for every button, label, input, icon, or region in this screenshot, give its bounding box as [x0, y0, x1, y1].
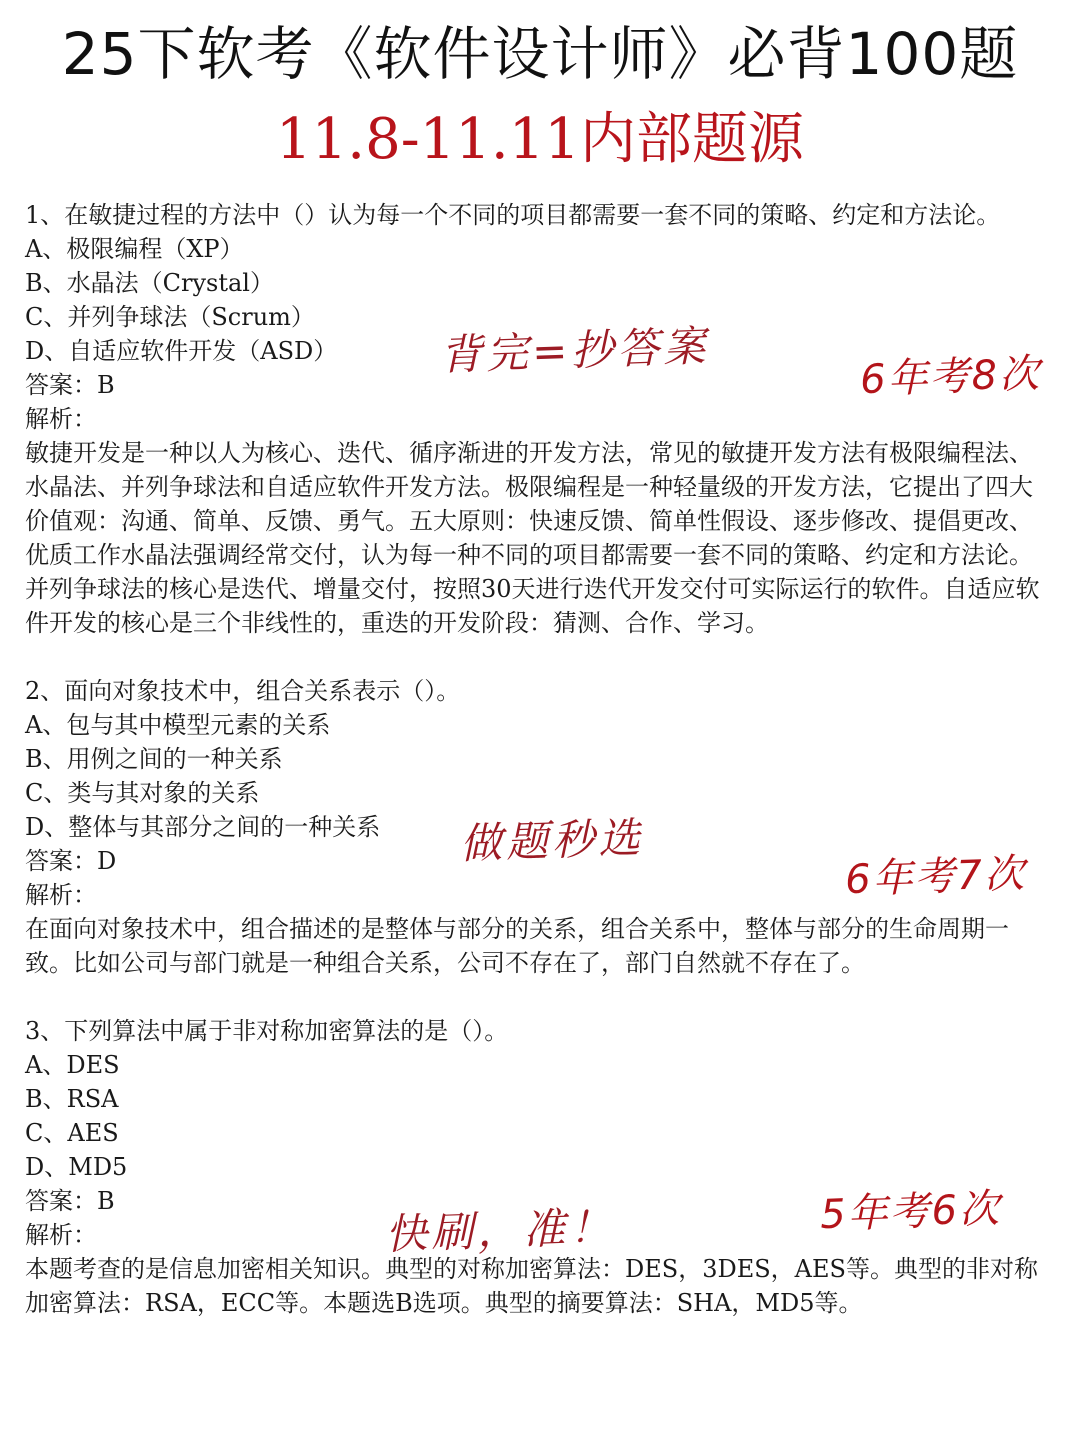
- question-stem: 2、面向对象技术中，组合关系表示（）。: [25, 677, 461, 705]
- option-c: C、AES: [25, 1119, 119, 1147]
- answer: 答案：B: [25, 1187, 115, 1215]
- option-b: B、用例之间的一种关系: [25, 745, 283, 773]
- page-title: 25下软考《软件设计师》必背100题: [61, 20, 1019, 88]
- answer: 答案：B: [25, 371, 115, 399]
- handwritten-note: 5年考6次: [819, 1185, 1002, 1239]
- question-3: [25, 1014, 1045, 1320]
- analysis-text: 敏捷开发是一种以人为核心、迭代、循序渐进的开发方法，常见的敏捷开发方法有极限编程法、水晶法、并列争球法和自适应软件开发方法。极限编程是一种轻量级的开发方法，它提出了四大价值观：沟通、简单、反馈、勇气。五大原则：快速反馈、简单性假设、逐步修改、提倡更改、优质工作水晶法强调经常交付，认为每一种不同的项目都需要一套不同的策略、约定和方法论。并列争球法的核心是迭代、增量交付，按照30天进行迭代开发交付可实际运行的软件。自适应软件开发的核心是三个非线性的，重迭的开发阶段：猜测、合作、学习。: [25, 439, 1040, 637]
- option-d: D、整体与其部分之间的一种关系: [25, 813, 381, 841]
- spacer: [25, 980, 1045, 1014]
- handwritten-note: 快刷，准！: [384, 1201, 616, 1259]
- option-b: B、RSA: [25, 1085, 119, 1113]
- option-b: B、水晶法（Crystal）: [25, 269, 274, 297]
- question-1: [25, 198, 1045, 640]
- option-c: C、并列争球法（Scrum）: [25, 303, 315, 331]
- analysis-text: 在面向对象技术中，组合描述的是整体与部分的关系，组合关系中，整体与部分的生命周期一致。比如公司与部门就是一种组合关系，公司不存在了，部门自然就不存在了。: [25, 915, 1009, 977]
- analysis-label: 解析：: [25, 1221, 97, 1249]
- analysis-label: 解析：: [25, 881, 97, 909]
- option-d: D、MD5: [25, 1153, 128, 1181]
- handwritten-note: 背完=抄答案: [439, 321, 711, 380]
- option-d: D、自适应软件开发（ASD）: [25, 337, 338, 365]
- question-stem: 3、下列算法中属于非对称加密算法的是（）。: [25, 1017, 509, 1045]
- answer: 答案：D: [25, 847, 117, 875]
- handwritten-note: 6年考7次: [844, 850, 1027, 904]
- analysis-label: 解析：: [25, 405, 97, 433]
- option-a: A、包与其中模型元素的关系: [25, 711, 331, 739]
- page-subtitle: 11.8-11.11内部题源: [276, 107, 804, 172]
- handwritten-note: 做题秒选: [459, 812, 645, 869]
- handwritten-note: 6年考8次: [859, 350, 1042, 404]
- analysis-text: 本题考查的是信息加密相关知识。典型的对称加密算法：DES，3DES，AES等。典型的非对称加密算法：RSA，ECC等。本题选B选项。典型的摘要算法：SHA，MD5等。: [25, 1255, 1038, 1317]
- option-a: A、极限编程（XP）: [25, 235, 244, 263]
- option-c: C、类与其对象的关系: [25, 779, 260, 807]
- spacer: [25, 640, 1045, 674]
- option-a: A、DES: [25, 1051, 120, 1079]
- question-stem: 1、在敏捷过程的方法中（）认为每一个不同的项目都需要一套不同的策略、约定和方法论。: [25, 201, 1001, 229]
